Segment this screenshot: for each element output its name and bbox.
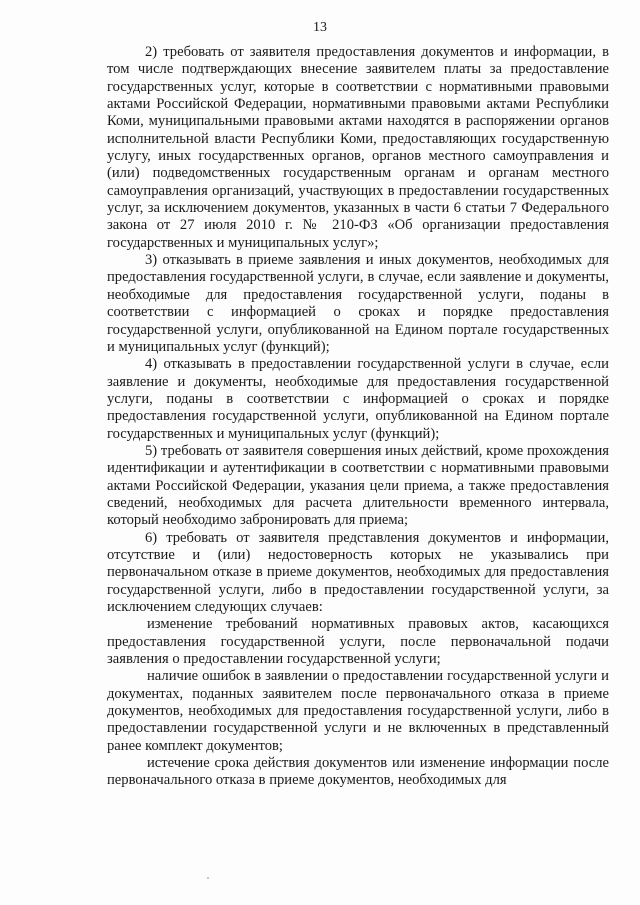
exception-case-errors-in-application: наличие ошибок в заявлении о предоставлении государственной услуги и документах, поданных заявителем после первоначального отказа в приеме документов, необходимых для предоставления государственной услуги, либо в предоставлении государственной услуги и не включенных в представленный ранее комплект документов;	[107, 668, 609, 754]
document-body	[107, 44, 609, 790]
paragraph-item-4: 4) отказывать в предоставлении государственной услуги в случае, если заявление и документы, необходимые для предоставления государственной услуги, поданы в соответствии с информацией о сроках и порядке предоставления государственной услуги, опубликованной на Едином портале государственных и муниципальных услуг (функций);	[107, 356, 609, 442]
paragraph-item-2: 2) требовать от заявителя предоставления документов и информации, в том числе подтверждающих внесение заявителем платы за предоставление государственных услуг, которые в соответствии с нормативными правовыми актами Российской Федерации, нормативными правовыми актами Республики Коми, муниципальными правовыми актами находятся в распоряжении органов исполнительной власти Республики Коми, предоставляющих государственную услугу, иных государственных органов, органов местного самоуправления и (или) подведомственных государственным органам и органам местного самоуправления организаций, участвующих в предоставлении государственных услуг, за исключением документов, указанных в части 6 статьи 7 Федерального закона от 27 июля 2010 г. № 210-ФЗ «Об организации предоставления государственных и муниципальных услуг»;	[107, 44, 609, 251]
scan-speck	[207, 877, 209, 879]
page-number: 13	[313, 20, 327, 35]
paragraph-item-5: 5) требовать от заявителя совершения иных действий, кроме прохождения идентификации и аутентификации в соответствии с нормативными правовыми актами Российской Федерации, указания цели приема, а также предоставления сведений, необходимых для расчета длительности временного интервала, который необходимо забронировать для приема;	[107, 442, 609, 529]
exception-case-document-expiry: истечение срока действия документов или изменение информации после первоначального отказа в приеме документов, необходимых для	[107, 755, 609, 789]
paragraph-item-6: 6) требовать от заявителя представления документов и информации, отсутствие и (или) недостоверность которых не указывались при первоначальном отказе в приеме документов, необходимых для предоставления государственной услуги, либо в предоставлении государственной услуги, за исключением следующих случаев:	[107, 529, 609, 615]
paragraph-item-3: 3) отказывать в приеме заявления и иных документов, необходимых для предоставления государственной услуги, в случае, если заявление и документы, необходимые для предоставления государственной услуги, поданы в соответствии с информацией о сроках и порядке предоставления государственной услуги, опубликованной на Едином портале государственных и муниципальных услуг (функций);	[107, 252, 609, 355]
exception-case-requirements-change: изменение требований нормативных правовых актов, касающихся предоставления государственной услуги, после первоначальной подачи заявления о предоставлении государственной услуги;	[107, 616, 609, 668]
